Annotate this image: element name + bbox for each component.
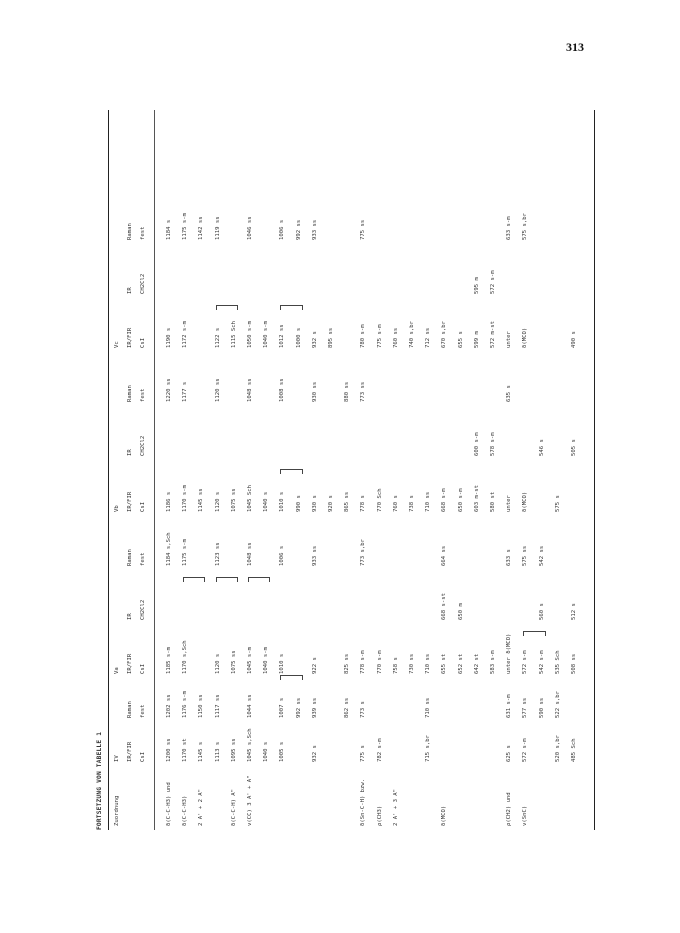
- column-header: CH2Cl2: [140, 273, 146, 294]
- column-header: IV: [114, 755, 120, 762]
- value-cell: 1045 s-m: [247, 647, 253, 674]
- value-cell: 590 ss: [538, 697, 545, 718]
- value-cell: 1040 s: [263, 741, 270, 762]
- column-header: IR/FIR: [127, 327, 133, 348]
- value-cell: 770 s-m: [376, 650, 383, 674]
- value-cell: 1095 ss: [230, 738, 237, 762]
- value-cell: 775 s-m: [376, 324, 383, 348]
- value-cell: 1184 s,Sch: [166, 532, 172, 566]
- table-top-rule: [108, 110, 109, 830]
- value-cell: 650 m: [457, 603, 464, 620]
- value-cell: 560 s: [538, 603, 545, 620]
- value-cell: 572 s-m: [522, 650, 529, 674]
- value-cell: 575 s,br: [522, 213, 529, 240]
- page-number: 313: [566, 40, 584, 54]
- column-header: CsI: [140, 663, 146, 674]
- value-cell: 1010 s: [279, 491, 286, 512]
- value-cell: 1177 s: [182, 381, 189, 402]
- value-cell: 1145 s: [198, 741, 205, 762]
- value-cell: 710 ss: [425, 491, 432, 512]
- value-cell: unter: [506, 331, 513, 348]
- value-cell: 1006 s: [279, 545, 286, 566]
- value-cell: 668 s-m: [441, 488, 448, 512]
- value-cell: 505 s: [571, 439, 577, 456]
- value-cell: 775 s: [360, 745, 367, 762]
- value-cell: 930 s: [311, 495, 318, 512]
- value-cell: 520 s,br: [554, 735, 561, 762]
- value-cell: 710 ss: [425, 697, 432, 718]
- value-cell: 1046 ss: [247, 216, 253, 240]
- group-bracket: [248, 577, 270, 582]
- value-cell: 575 s: [554, 495, 561, 512]
- value-cell: 1048 ss: [247, 542, 253, 566]
- value-cell: 1175 s-m: [182, 213, 189, 240]
- column-header: CH2Cl2: [140, 435, 146, 456]
- value-cell: 1186 s: [166, 491, 172, 512]
- value-cell: 575 ss: [522, 545, 529, 566]
- value-cell: δ(MCO): [522, 491, 529, 512]
- assignment-cell: δ(Sn-C-H) bzw.: [360, 778, 367, 826]
- value-cell: 1045 s,Sch: [247, 728, 253, 762]
- column-header: CsI: [140, 337, 146, 348]
- value-cell: 1200 ss: [166, 738, 172, 762]
- value-cell: 1115 Sch: [230, 321, 237, 348]
- value-cell: 710 ss: [425, 653, 432, 674]
- value-cell: 758 s: [392, 657, 399, 674]
- value-cell: 1190 s: [166, 327, 172, 348]
- value-cell: 1172 s-m: [182, 321, 189, 348]
- value-cell: 1075 ss: [230, 488, 237, 512]
- value-cell: 1220 ss: [166, 378, 172, 402]
- column-header: IR/FIR: [127, 653, 133, 674]
- value-cell: 635 s: [506, 385, 513, 402]
- value-cell: 1010 s: [279, 653, 286, 674]
- assignment-cell: ν(CC) 3 A' + A": [247, 775, 253, 826]
- assignment-cell: ν(SnC): [522, 805, 529, 826]
- table-caption: FORTSETZUNG VON TABELLE 1: [96, 731, 103, 830]
- value-cell: 939 ss: [311, 697, 318, 718]
- value-cell: 542 s-m: [538, 650, 545, 674]
- value-cell: 773 s,br: [360, 539, 367, 566]
- value-cell: 1122 s: [214, 327, 221, 348]
- value-cell: 760 s: [392, 495, 399, 512]
- value-cell: 670 s,br: [441, 321, 448, 348]
- value-cell: 825 ss: [344, 653, 351, 674]
- value-cell: 1120 ss: [214, 378, 221, 402]
- value-cell: 603 m-st: [473, 485, 480, 512]
- value-cell: 778 s: [360, 495, 367, 512]
- value-cell: 730 ss: [409, 653, 415, 674]
- assignment-cell: δ(MCO): [441, 805, 448, 826]
- value-cell: 715 s,br: [425, 735, 432, 762]
- value-cell: 773 s: [360, 701, 367, 718]
- value-cell: 572 s-m: [522, 738, 529, 762]
- group-bracket: [280, 469, 302, 474]
- value-cell: 572 m-st: [490, 321, 496, 348]
- column-header: CsI: [140, 501, 146, 512]
- value-cell: 642 st: [473, 653, 480, 674]
- value-cell: 655 st: [441, 653, 448, 674]
- value-cell: 1123 ss: [214, 542, 221, 566]
- group-bracket: [523, 631, 545, 636]
- column-header: IR/FIR: [127, 741, 133, 762]
- value-cell: 1184 s: [166, 219, 172, 240]
- group-bracket: [280, 675, 302, 680]
- value-cell: 1170 s,Sch: [182, 640, 189, 674]
- value-cell: 773 ss: [360, 381, 367, 402]
- value-cell: 880 ss: [344, 381, 351, 402]
- value-cell: 1044 ss: [247, 694, 253, 718]
- value-cell: 738 s: [409, 495, 415, 512]
- group-bracket: [216, 305, 238, 310]
- value-cell: unter: [506, 495, 513, 512]
- value-cell: 1008 ss: [279, 378, 286, 402]
- value-cell: 655 s: [457, 331, 464, 348]
- column-header: Va: [114, 667, 120, 674]
- value-cell: 1007 s: [279, 697, 286, 718]
- column-header: fest: [140, 552, 146, 566]
- value-cell: 992 ss: [295, 697, 302, 718]
- group-bracket: [183, 577, 205, 582]
- value-cell: 782 s-m: [376, 738, 383, 762]
- value-cell: δ(MCO): [522, 327, 529, 348]
- value-cell: 650 s-m: [457, 488, 464, 512]
- value-cell: 625 s: [506, 745, 513, 762]
- assignment-cell: δ(C-C-H3): [182, 795, 189, 826]
- value-cell: 1048 ss: [247, 378, 253, 402]
- value-cell: 933 ss: [311, 545, 318, 566]
- value-cell: 1202 ss: [166, 694, 172, 718]
- value-cell: 633 s-m: [506, 216, 513, 240]
- value-cell: unter δ(MCO): [506, 633, 513, 674]
- value-cell: 922 s: [311, 657, 318, 674]
- column-header: fest: [140, 388, 146, 402]
- column-header: IR: [127, 449, 133, 456]
- value-cell: 1012 ss: [279, 324, 286, 348]
- rotated-table: [96, 110, 594, 830]
- column-header: Raman: [127, 385, 133, 402]
- assignment-cell: 2 A' + 2 A": [198, 788, 205, 826]
- value-cell: 770 Sch: [376, 488, 383, 512]
- value-cell: 1045 Sch: [247, 485, 253, 512]
- column-header: fest: [140, 704, 146, 718]
- assignment-cell: ρ(CH2) und: [506, 792, 513, 826]
- column-header: IR/FIR: [127, 491, 133, 512]
- value-cell: 631 s-m: [506, 694, 513, 718]
- value-cell: 1113 s: [214, 741, 221, 762]
- value-cell: 1040 s: [263, 491, 270, 512]
- value-cell: 546 s: [538, 439, 545, 456]
- value-cell: 1170 s-m: [182, 485, 189, 512]
- value-cell: 595 m: [473, 277, 480, 294]
- assignment-cell: δ(C-C-H) A": [230, 788, 237, 826]
- value-cell: 930 ss: [311, 381, 318, 402]
- value-cell: 522 s,br: [554, 691, 561, 718]
- column-header: Zuordnung: [114, 795, 120, 826]
- value-cell: 992 ss: [295, 219, 302, 240]
- value-cell: 485 Sch: [571, 738, 577, 762]
- value-cell: 508 ss: [571, 653, 577, 674]
- column-header: Raman: [127, 701, 133, 718]
- value-cell: 780 s-m: [360, 324, 367, 348]
- value-cell: 580 st: [490, 491, 496, 512]
- value-cell: 778 s-m: [360, 650, 367, 674]
- column-header: IR: [127, 287, 133, 294]
- header-bottom-rule: [154, 110, 155, 830]
- value-cell: 1150 ss: [198, 694, 205, 718]
- value-cell: 760 ss: [392, 327, 399, 348]
- assignment-cell: 2 A' + 3 A": [392, 788, 399, 826]
- value-cell: 712 ss: [425, 327, 432, 348]
- value-cell: 1175 s-m: [182, 539, 189, 566]
- value-cell: 862 ss: [344, 697, 351, 718]
- column-header: CsI: [140, 751, 146, 762]
- value-cell: 572 s-m: [490, 270, 496, 294]
- column-header: Vc: [114, 341, 120, 348]
- value-cell: 1075 ss: [230, 650, 237, 674]
- value-cell: 490 s: [571, 331, 577, 348]
- value-cell: 668 s-st: [441, 593, 448, 620]
- value-cell: 932 s: [311, 745, 318, 762]
- column-header: IR: [127, 613, 133, 620]
- value-cell: 1119 ss: [214, 216, 221, 240]
- value-cell: 1120 s: [214, 491, 221, 512]
- value-cell: 1040 s-m: [263, 321, 270, 348]
- value-cell: 1000 s: [295, 327, 302, 348]
- value-cell: 577 ss: [522, 697, 529, 718]
- value-cell: 1170 st: [182, 738, 189, 762]
- column-header: Raman: [127, 223, 133, 240]
- value-cell: 1176 s-m: [182, 691, 189, 718]
- value-cell: 775 ss: [360, 219, 367, 240]
- value-cell: 1142 ss: [198, 216, 205, 240]
- column-header: CH2Cl2: [140, 599, 146, 620]
- value-cell: 1006 s: [279, 219, 286, 240]
- value-cell: 1185 s-m: [166, 647, 172, 674]
- value-cell: 932 s: [311, 331, 318, 348]
- value-cell: 542 ss: [538, 545, 545, 566]
- value-cell: 990 s: [295, 495, 302, 512]
- value-cell: 633 s: [506, 549, 513, 566]
- value-cell: 1120 s: [214, 653, 221, 674]
- value-cell: 1050 s-m: [247, 321, 253, 348]
- value-cell: 535 Sch: [554, 650, 561, 674]
- table-bottom-rule: [594, 110, 595, 830]
- value-cell: 1145 ss: [198, 488, 205, 512]
- value-cell: 599 m: [473, 331, 480, 348]
- value-cell: 740 s,br: [409, 321, 415, 348]
- value-cell: 512 s: [571, 603, 577, 620]
- column-header: Raman: [127, 549, 133, 566]
- assignment-cell: ρ(CH3): [376, 805, 383, 826]
- value-cell: 1117 ss: [214, 694, 221, 718]
- value-cell: 1040 s-m: [263, 647, 270, 674]
- assignment-cell: δ(C-C-H3) und: [166, 782, 172, 826]
- group-bracket: [280, 305, 302, 310]
- value-cell: 1005 s: [279, 741, 286, 762]
- value-cell: 933 ss: [311, 219, 318, 240]
- column-header: fest: [140, 226, 146, 240]
- value-cell: 920 s: [328, 495, 334, 512]
- value-cell: 895 ss: [328, 327, 334, 348]
- value-cell: 652 st: [457, 653, 464, 674]
- value-cell: 600 s-m: [473, 432, 480, 456]
- value-cell: 578 s-m: [490, 432, 496, 456]
- group-bracket: [216, 577, 238, 582]
- value-cell: 664 ss: [441, 545, 448, 566]
- column-header: Vb: [114, 505, 120, 512]
- value-cell: 865 ss: [344, 491, 351, 512]
- value-cell: 583 s-m: [490, 650, 496, 674]
